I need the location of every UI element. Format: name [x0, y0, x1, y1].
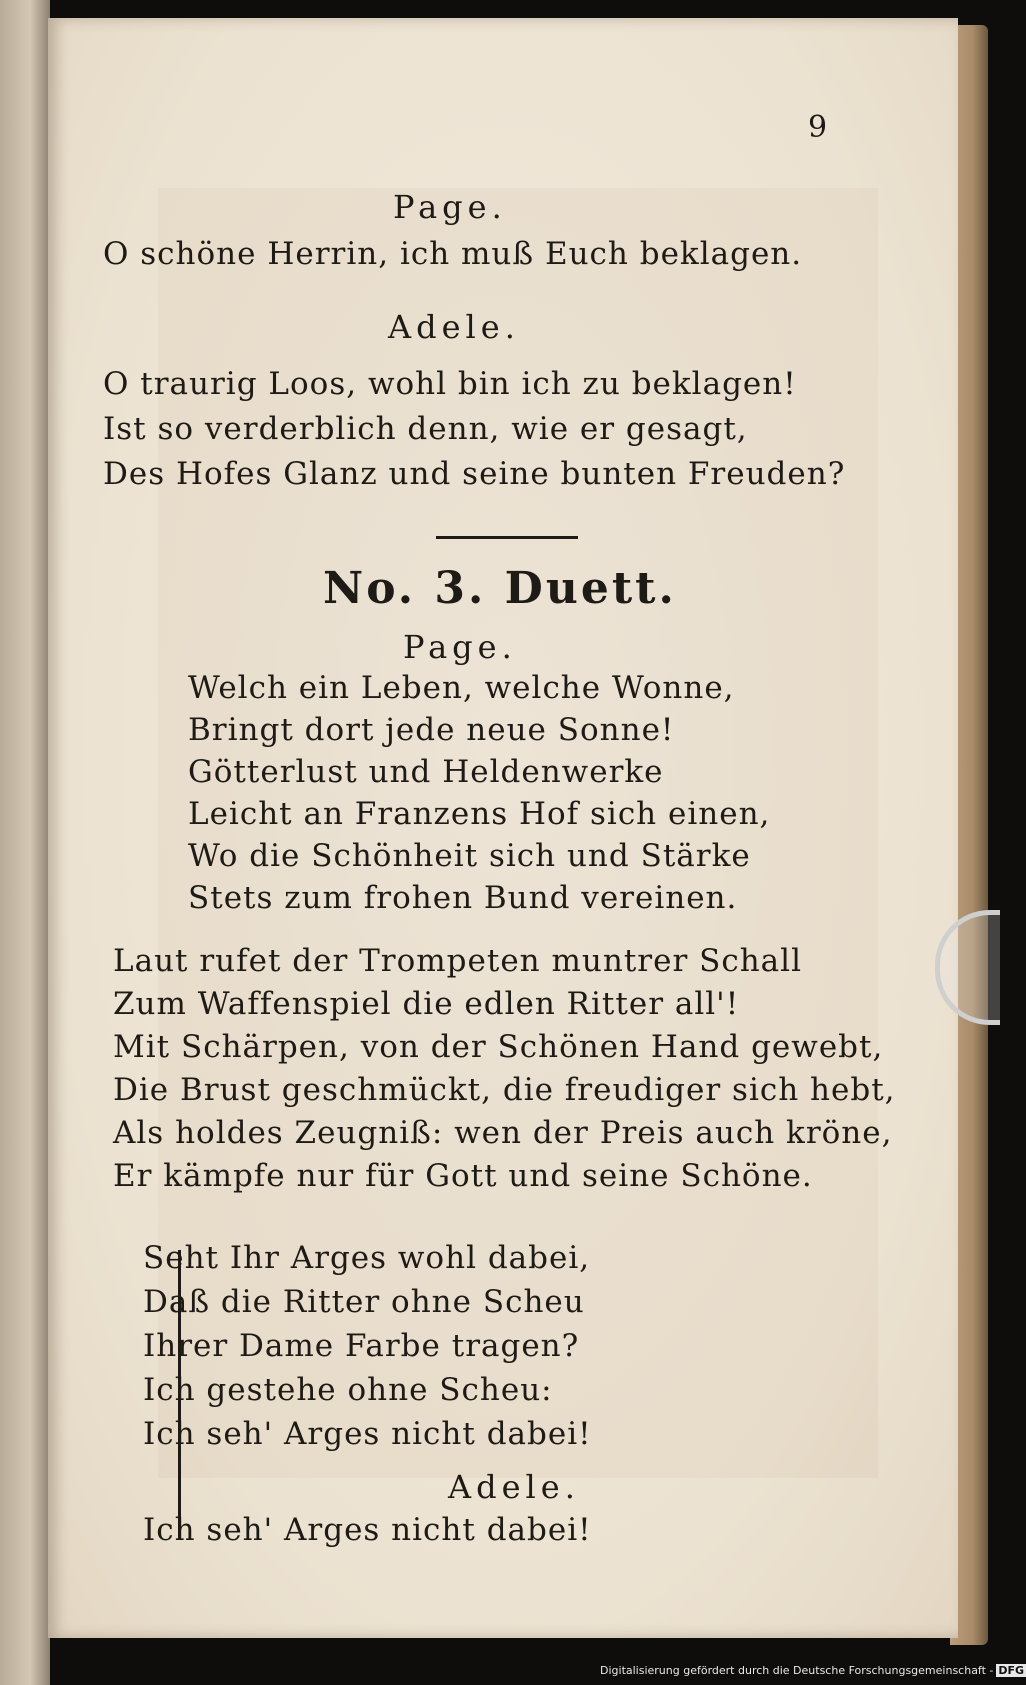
- speaker-page: Page.: [403, 628, 517, 666]
- verse-line: Leicht an Franzens Hof sich einen,: [188, 796, 771, 832]
- verse-line: Als holdes Zeugniß: wen der Preis auch kröne,: [113, 1115, 893, 1151]
- verse-line: Seht Ihr Arges wohl dabei,: [143, 1240, 591, 1276]
- verse-line: Ist so verderblich denn, wie er gesagt,: [103, 411, 748, 447]
- verse-line: O schöne Herrin, ich muß Euch beklagen.: [103, 236, 803, 272]
- verse-line: Ihrer Dame Farbe tragen?: [143, 1328, 580, 1364]
- verse-line: O traurig Loos, wohl bin ich zu beklagen!: [103, 366, 797, 402]
- speaker-adele: Adele.: [448, 1468, 580, 1506]
- verse-line: Götterlust und Heldenwerke: [188, 754, 664, 790]
- verse-line: Welch ein Leben, welche Wonne,: [188, 670, 735, 706]
- section-divider: [436, 536, 578, 539]
- verse-line: Er kämpfe nur für Gott und seine Schöne.: [113, 1158, 813, 1194]
- book-page: [48, 18, 958, 1638]
- page-number: 9: [808, 110, 828, 145]
- verse-line: Ich seh' Arges nicht dabei!: [143, 1512, 592, 1548]
- verse-line: Mit Schärpen, von der Schönen Hand gewebt,: [113, 1029, 884, 1065]
- verse-line: Laut rufet der Trompeten muntrer Schall: [113, 943, 802, 979]
- verse-line: Daß die Ritter ohne Scheu: [143, 1284, 585, 1320]
- dfg-logo: DFG: [998, 1664, 1025, 1677]
- verse-line: Ich seh' Arges nicht dabei!: [143, 1416, 592, 1452]
- left-page-edge: [0, 0, 50, 1685]
- section-title: No. 3. Duett.: [323, 563, 677, 614]
- verse-line: Zum Waffenspiel die edlen Ritter all'!: [113, 986, 740, 1022]
- verse-line: Des Hofes Glanz und seine bunten Freuden?: [103, 456, 846, 492]
- verse-line: Stets zum frohen Bund vereinen.: [188, 880, 738, 916]
- digitization-credit: [600, 1664, 1026, 1677]
- verse-line: Ich gestehe ohne Scheu:: [143, 1372, 553, 1408]
- speaker-adele: Adele.: [388, 308, 520, 346]
- verse-line: Wo die Schönheit sich und Stärke: [188, 838, 751, 874]
- speaker-page: Page.: [393, 188, 507, 226]
- verse-line: Die Brust geschmückt, die freudiger sich hebt,: [113, 1072, 896, 1108]
- credit-text: Digitalisierung gefördert durch die Deutsche Forschungsgemeinschaft -: [600, 1664, 994, 1677]
- verse-line: Bringt dort jede neue Sonne!: [188, 712, 675, 748]
